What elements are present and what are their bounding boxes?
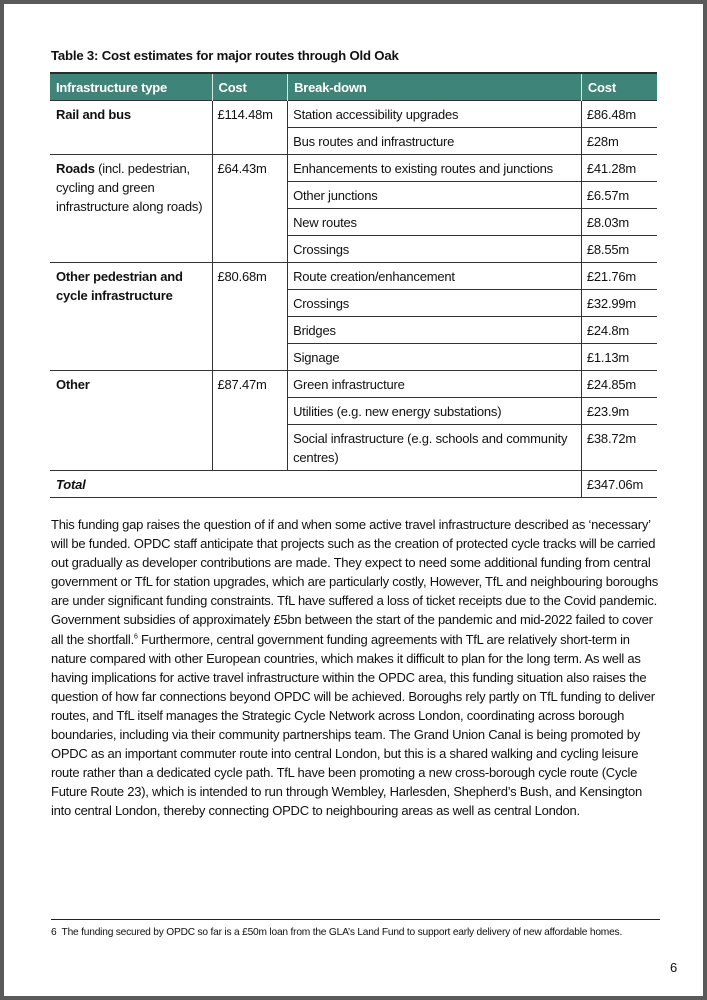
footnote-reference[interactable]: 6: [133, 633, 138, 641]
group-cost-cell: £64.43m: [212, 155, 288, 263]
cost-estimates-table: [50, 72, 657, 498]
footnote-divider: [51, 919, 660, 920]
table-row: [50, 155, 657, 182]
breakdown-cost: £8.03m: [581, 209, 657, 236]
header-infrastructure-type: Infrastructure type: [50, 73, 212, 101]
total-label-cell: [50, 471, 581, 498]
infrastructure-type-label: Rail and bus: [56, 107, 131, 122]
breakdown-item: Bridges: [288, 317, 582, 344]
document-page: [4, 4, 703, 996]
infrastructure-type-note: (incl. pedestrian, cycling and green infrastructure along roads): [56, 161, 203, 214]
breakdown-item: Enhancements to existing routes and junctions: [288, 155, 582, 182]
breakdown-cost: £21.76m: [581, 263, 657, 290]
total-cost: £347.06m: [581, 471, 657, 498]
infrastructure-type-cell: [50, 155, 212, 263]
infrastructure-type-label: Other: [56, 377, 90, 392]
group-cost-cell: £87.47m: [212, 371, 288, 471]
page-number: 6: [670, 960, 678, 975]
table-header-row: [50, 73, 657, 101]
infrastructure-type-label: Other pedestrian and cycle infrastructure: [56, 269, 183, 303]
breakdown-item: Green infrastructure: [288, 371, 582, 398]
breakdown-cost: £23.9m: [581, 398, 657, 425]
group-cost-cell: £80.68m: [212, 263, 288, 371]
breakdown-item: New routes: [288, 209, 582, 236]
table-row: [50, 263, 657, 290]
breakdown-item: Route creation/enhancement: [288, 263, 582, 290]
breakdown-item: Other junctions: [288, 182, 582, 209]
header-breakdown-cost: Cost: [581, 73, 657, 101]
breakdown-item: Crossings: [288, 236, 582, 263]
breakdown-cost: £24.8m: [581, 317, 657, 344]
group-cost-cell: £114.48m: [212, 101, 288, 155]
infrastructure-type-cell: [50, 371, 212, 471]
breakdown-item: Station accessibility upgrades: [288, 101, 582, 128]
breakdown-cost: £8.55m: [581, 236, 657, 263]
footnote: [51, 925, 661, 940]
total-row: [50, 471, 657, 498]
total-label: Total: [56, 477, 86, 492]
breakdown-item: Bus routes and infrastructure: [288, 128, 582, 155]
breakdown-item: Social infrastructure (e.g. schools and community centres): [288, 425, 582, 471]
infrastructure-type-cell: [50, 263, 212, 371]
breakdown-cost: £86.48m: [581, 101, 657, 128]
header-cost: Cost: [212, 73, 288, 101]
body-text-part-2: Furthermore, central government funding agreements with TfL are relatively short-term in nature compared with other European countries, which makes it difficult to plan for the long term. As well as having implications for active travel infrastructure within the OPDC area, this funding situation also raises the question of how far connections beyond OPDC will be achieved. Boroughs rely partly on TfL funding to deliver routes, and TfL itself manages the Strategic Cycle Network across London, coordinating across borough boundaries, including via their community partnerships team. The Grand Union Canal is being promoted by OPDC as an important commuter route into central London, but this is a shared walking and cycling leisure route rather than a dedicated cycle path. TfL have been promoting a new cross-borough cycle route (Cycle Future Route 23), which is intended to run through Wembley, Harlesden, Shepherd’s Bush, and Kensington into central London, thereby connecting OPDC to neighbouring areas as well as central London.: [51, 631, 655, 819]
breakdown-cost: £38.72m: [581, 425, 657, 471]
body-text-part-1: This funding gap raises the question of if and when some active travel infrastructure described as ‘necessary’ will be funded. OPDC staff anticipate that projects such as the creation of protected cycle tracks will be carried out gradually as developer contributions are made. They expect to need some additional funding from central government or TfL for station upgrades, which are particularly costly, However, TfL and neighbouring boroughs are under significant funding constraints. TfL have suffered a loss of ticket receipts due to the Covid pandemic. Government subsidies of approximately £5bn between the start of the pandemic and mid-2022 failed to cover all the shortfall.: [51, 517, 658, 647]
breakdown-cost: £41.28m: [581, 155, 657, 182]
breakdown-item: Signage: [288, 344, 582, 371]
body-paragraph: [51, 515, 663, 821]
infrastructure-type-cell: [50, 101, 212, 155]
breakdown-item: Utilities (e.g. new energy substations): [288, 398, 582, 425]
breakdown-cost: £32.99m: [581, 290, 657, 317]
breakdown-cost: £28m: [581, 128, 657, 155]
table-row: [50, 371, 657, 398]
breakdown-cost: £6.57m: [581, 182, 657, 209]
infrastructure-type-label: Roads: [56, 161, 95, 176]
breakdown-cost: £1.13m: [581, 344, 657, 371]
table-row: [50, 101, 657, 128]
header-break-down: Break-down: [288, 73, 582, 101]
breakdown-cost: £24.85m: [581, 371, 657, 398]
footnote-text: The funding secured by OPDC so far is a £50m loan from the GLA’s Land Fund to support early delivery of new affordable homes.: [61, 927, 623, 938]
table-caption: Table 3: Cost estimates for major routes through Old Oak: [51, 48, 399, 63]
footnote-number: 6: [51, 927, 57, 938]
breakdown-item: Crossings: [288, 290, 582, 317]
